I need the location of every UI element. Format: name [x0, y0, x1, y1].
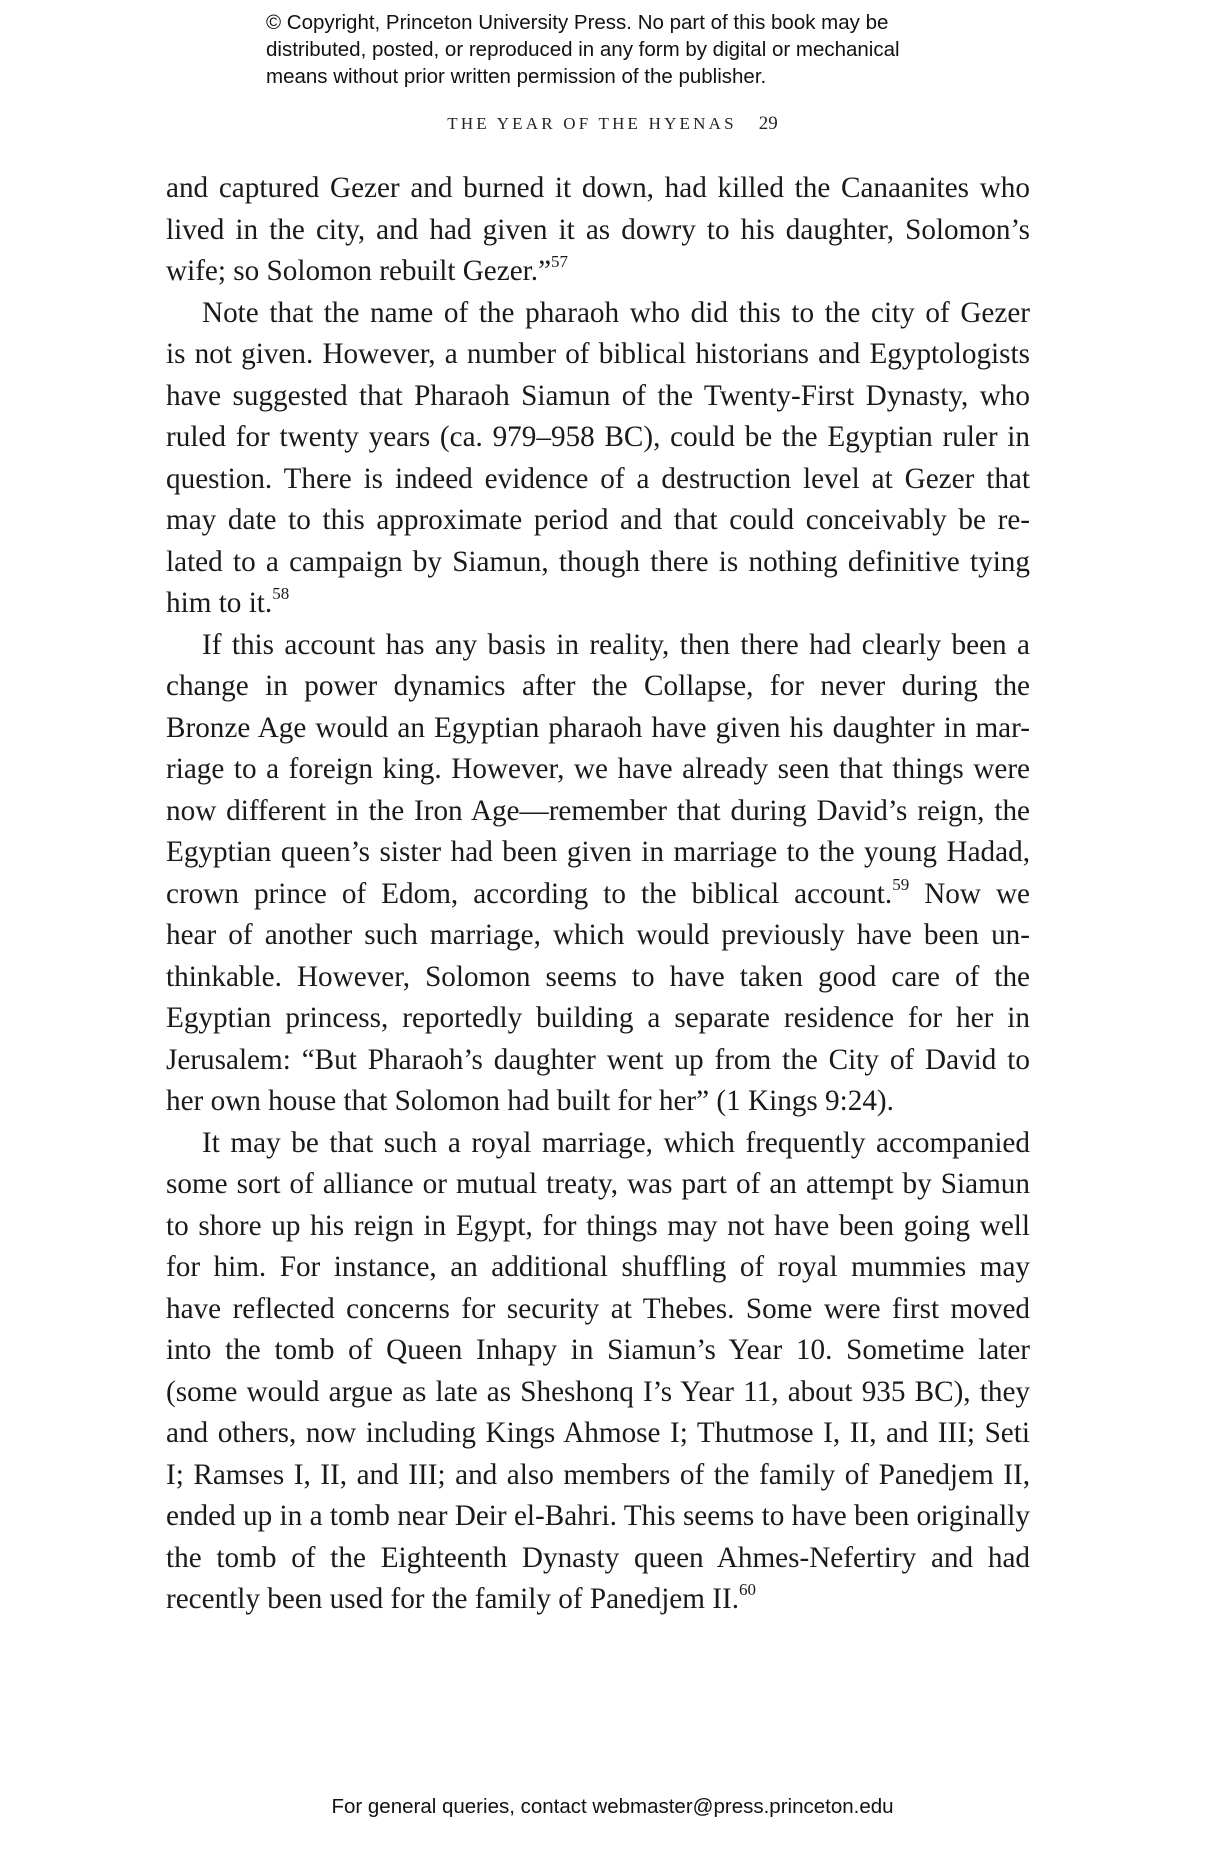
line-text: thinkable. However, Solomon seems to have taken good care of the: [166, 960, 1030, 993]
text-line: [166, 1289, 1030, 1331]
text-line: [166, 1164, 1030, 1206]
line-text-continued: Now we: [909, 877, 1030, 910]
line-text: Jerusalem: “But Pharaoh’s daughter went up from the City of David to: [166, 1043, 1030, 1076]
line-text: into the tomb of Queen Inhapy in Siamun’s Year 10. Sometime later: [166, 1334, 1030, 1366]
line-text: now different in the Iron Age—remember that during David’s reign, the: [166, 794, 1030, 827]
body-text: [166, 168, 1030, 1621]
text-line: [166, 998, 1030, 1040]
line-text: lated to a campaign by Siamun, though there is nothing definitive tying: [166, 545, 1030, 578]
text-line: [166, 1081, 1030, 1123]
line-text: her own house that Solomon had built for her” (1 Kings 9:24).: [166, 1085, 894, 1117]
text-line: [166, 1372, 1030, 1414]
text-line: [166, 334, 1030, 376]
line-text: some sort of alliance or mutual treaty, was part of an attempt by Siamun: [166, 1168, 1030, 1200]
copyright-line: means without prior written permission of the publisher.: [266, 65, 767, 88]
line-text: It may be that such a royal marriage, which frequently accompanied: [202, 1126, 1030, 1159]
line-text: is not given. However, a number of biblical historians and Egyptologists: [166, 338, 1030, 370]
page-number: 29: [758, 113, 778, 134]
text-line: [166, 832, 1030, 874]
text-line: [166, 1496, 1030, 1538]
text-line: [166, 1413, 1030, 1455]
text-line: [166, 1330, 1030, 1372]
line-text: and others, now including Kings Ahmose I; Thutmose I, II, and III; Seti: [166, 1417, 1030, 1449]
text-line: [166, 459, 1030, 501]
line-text: riage to a foreign king. However, we have already seen that things were: [166, 753, 1030, 785]
line-text: Note that the name of the pharaoh who did this to the city of Gezer: [202, 296, 1030, 329]
text-line: [166, 791, 1030, 833]
line-text: If this account has any basis in reality, then there had clearly been a: [202, 628, 1030, 661]
footnote-marker: 59: [892, 874, 910, 894]
text-line: [166, 210, 1030, 252]
line-text: ended up in a tomb near Deir el-Bahri. This seems to have been originally: [166, 1500, 1030, 1532]
line-text: ruled for twenty years (ca. 979–958 BC), could be the Egyptian ruler in: [166, 421, 1030, 453]
line-text: I; Ramses I, II, and III; and also members of the family of Panedjem II,: [166, 1458, 1030, 1491]
text-line: [166, 542, 1030, 584]
text-line: [166, 749, 1030, 791]
text-line: [166, 1206, 1030, 1248]
text-line: [166, 957, 1030, 999]
line-text: lived in the city, and had given it as dowry to his daughter, Solomon’s: [166, 213, 1030, 246]
line-text: and captured Gezer and burned it down, had killed the Canaanites who: [166, 172, 1030, 204]
line-text: the tomb of the Eighteenth Dynasty queen Ahmes-Nefertiry and had: [166, 1541, 1030, 1574]
footnote-marker: 58: [272, 584, 290, 603]
text-line: [166, 376, 1030, 418]
line-text: to shore up his reign in Egypt, for things may not have been going well: [166, 1209, 1030, 1242]
text-line: [166, 1579, 1030, 1621]
line-text: (some would argue as late as Sheshonq I’s Year 11, about 935 BC), they: [166, 1375, 1030, 1408]
line-text: have suggested that Pharaoh Siamun of the Twenty-First Dynasty, who: [166, 379, 1030, 412]
line-text: may date to this approximate period and that could conceivably be re-: [166, 504, 1030, 536]
line-text: Bronze Age would an Egyptian pharaoh have given his daughter in mar-: [166, 711, 1030, 744]
paragraph: [166, 1123, 1030, 1621]
line-text: change in power dynamics after the Collapse, for never during the: [166, 670, 1030, 702]
text-line: [166, 666, 1030, 708]
line-text: recently been used for the family of Panedjem II.: [166, 1583, 739, 1615]
text-line: [166, 708, 1030, 750]
text-line: [166, 1123, 1030, 1165]
text-line: [166, 874, 1030, 916]
footnote-marker: 57: [551, 252, 569, 271]
text-line: [166, 1040, 1030, 1082]
text-line: [166, 293, 1030, 335]
footnote-marker: 60: [739, 1580, 756, 1599]
text-line: [166, 500, 1030, 542]
copyright-line: © Copyright, Princeton University Press. No part of this book may be: [266, 11, 889, 34]
line-text: him to it.: [166, 587, 273, 619]
copyright-notice: [266, 9, 1026, 90]
line-text: crown prince of Edom, according to the biblical account.: [166, 877, 893, 910]
text-line: [166, 251, 1030, 293]
text-line: [166, 1538, 1030, 1580]
line-text: hear of another such marriage, which would previously have been un-: [166, 919, 1030, 951]
line-text: wife; so Solomon rebuilt Gezer.”: [166, 255, 552, 287]
line-text: have reflected concerns for security at Thebes. Some were first moved: [166, 1292, 1030, 1325]
running-head-title: THE YEAR OF THE HYENAS: [447, 114, 737, 133]
text-line: [166, 417, 1030, 459]
text-line: [166, 168, 1030, 210]
text-line: [166, 625, 1030, 667]
copyright-line: distributed, posted, or reproduced in any form by digital or mechanical: [266, 38, 900, 61]
text-line: [166, 1247, 1030, 1289]
paragraph: [166, 625, 1030, 1123]
text-line: [166, 583, 1030, 625]
footer-contact: For general queries, contact webmaster@press.princeton.edu: [331, 1795, 894, 1818]
paragraph: [166, 168, 1030, 293]
text-line: [166, 1455, 1030, 1497]
running-head: [0, 113, 1225, 135]
paragraph: [166, 293, 1030, 625]
line-text: question. There is indeed evidence of a destruction level at Gezer that: [166, 462, 1030, 495]
text-line: [166, 915, 1030, 957]
line-text: Egyptian queen’s sister had been given in marriage to the young Hadad,: [166, 836, 1030, 868]
line-text: Egyptian princess, reportedly building a separate residence for her in: [166, 1002, 1030, 1034]
line-text: for him. For instance, an additional shuffling of royal mummies may: [166, 1251, 1030, 1283]
